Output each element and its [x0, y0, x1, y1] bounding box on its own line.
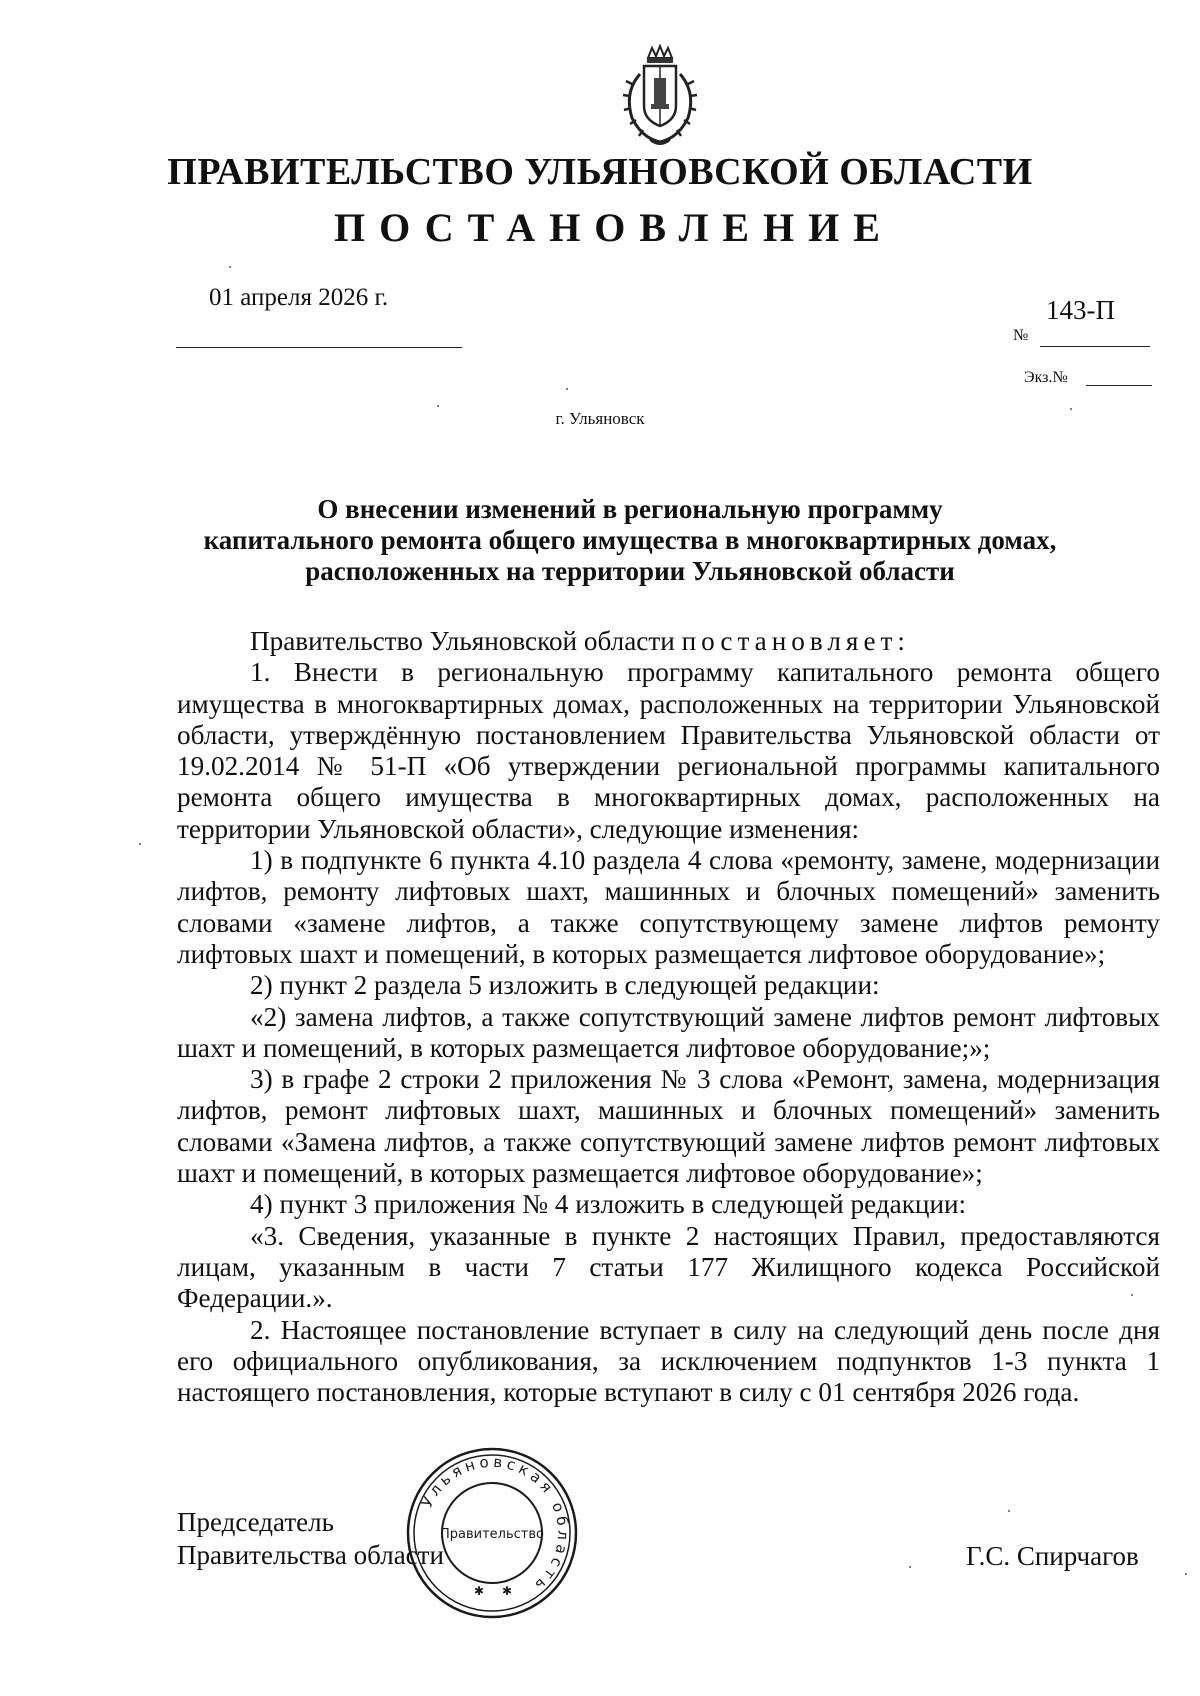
- body-paragraph: «2) замена лифтов, а также сопутствующий замене лифтов ремонт лифтовых шахт и помещений, в которых размещается лифтовое оборудование;»;: [177, 1001, 1160, 1063]
- body-paragraph: 1) в подпункте 6 пункта 4.10 раздела 4 слова «ремонту, замене, модернизации лифтов, ремонту лифтовых шахт, машинных и блочных помещений» заменить словами «замене лифтов, а также сопутствующему замене лифтов ремонту лифтовых шахт и помещений, в которых размещается лифтовое оборудование»;: [177, 845, 1160, 969]
- copy-number-underline: [1086, 385, 1152, 386]
- body-paragraph: 3) в графе 2 строки 2 приложения № 3 слова «Ремонт, замена, модернизация лифтов, ремонт лифтовых шахт, машинных и блочных помещений» заменить словами «Замена лифтов, а также сопутствующий замене лифтов ремонт лифтовых шахт и помещений, в которых размещается лифтовое оборудование»;: [177, 1064, 1160, 1189]
- scan-speck: [566, 388, 568, 390]
- decree-number: 143-П: [1046, 295, 1115, 325]
- seal-ring-text: Ульяновская область: [417, 1452, 573, 1597]
- city-name: г. Ульяновск: [555, 409, 645, 428]
- scan-speck: [229, 266, 231, 268]
- body-paragraph: 2. Настоящее постановление вступает в силу на следующий день после дня его официального опубликования, за исключением подпунктов 1-3 пункта 1 настоящего постановления, которые вступают в силу с 01 сентября 2026 года.: [177, 1314, 1160, 1408]
- scan-speck: [1008, 1510, 1010, 1512]
- signatory-title-line: Председатель: [177, 1507, 334, 1537]
- intro-verb: постановляет:: [681, 626, 910, 656]
- official-seal: [404, 1445, 580, 1621]
- copy-number-label: Экз.№: [1024, 369, 1068, 386]
- decree-subject: [160, 494, 1100, 587]
- seal-star-icon: ✱: [502, 1584, 513, 1598]
- subject-line: О внесении изменений в региональную программу: [317, 494, 943, 524]
- intro-lead: Правительство Ульяновской области: [250, 626, 675, 656]
- subject-line: капитального ремонта общего имущества в многоквартирных домах,: [203, 525, 1057, 555]
- scan-speck: [909, 1566, 911, 1568]
- document-type-title: ПОСТАНОВЛЕНИЕ: [334, 205, 894, 250]
- number-label: №: [1013, 327, 1029, 344]
- subject-line: расположенных на территории Ульяновской области: [305, 556, 955, 586]
- signatory-title-line: Правительства области: [177, 1540, 444, 1570]
- scan-speck: [1185, 1573, 1187, 1575]
- scan-speck: [437, 405, 439, 407]
- date-underline: [176, 347, 462, 348]
- scan-speck: [139, 843, 141, 845]
- number-underline: [1040, 346, 1150, 347]
- decree-date: 01 апреля 2026 г.: [209, 284, 389, 311]
- decree-body: [177, 626, 1160, 1408]
- body-paragraph: 2) пункт 2 раздела 5 изложить в следующей редакции:: [250, 970, 880, 1001]
- signatory-name: Г.С. Спирчагов: [966, 1541, 1139, 1571]
- body-paragraph: «3. Сведения, указанные в пункте 2 настоящих Правил, предоставляются лицам, указанным в части 7 статьи 177 Жилищного кодекса Российской Федерации.».: [177, 1220, 1160, 1314]
- government-title: ПРАВИТЕЛЬСТВО УЛЬЯНОВСКОЙ ОБЛАСТИ: [167, 151, 1033, 193]
- scan-speck: [1131, 1294, 1133, 1296]
- svg-text:Ульяновская область: [418, 1453, 572, 1597]
- body-paragraph: 1. Внести в региональную программу капитального ремонта общего имущества в многоквартирных домах, расположенных на территории Ульяновской области, утверждённую постановлением Правительства Ульяновской области от 19.02.2014 № 51-П «Об утверждении региональной программы капитального ремонта общего имущества в многоквартирных домах, расположенных на территории Ульяновской области», следующие изменения:: [177, 657, 1160, 844]
- intro-paragraph: [177, 626, 1160, 657]
- seal-center-text: Правительство: [440, 1527, 544, 1542]
- coat-of-arms-emblem: [610, 44, 710, 152]
- scan-speck: [1070, 408, 1072, 410]
- seal-star-icon: ✱: [474, 1584, 485, 1598]
- body-paragraph: 4) пункт 3 приложения № 4 изложить в следующей редакции:: [250, 1189, 967, 1220]
